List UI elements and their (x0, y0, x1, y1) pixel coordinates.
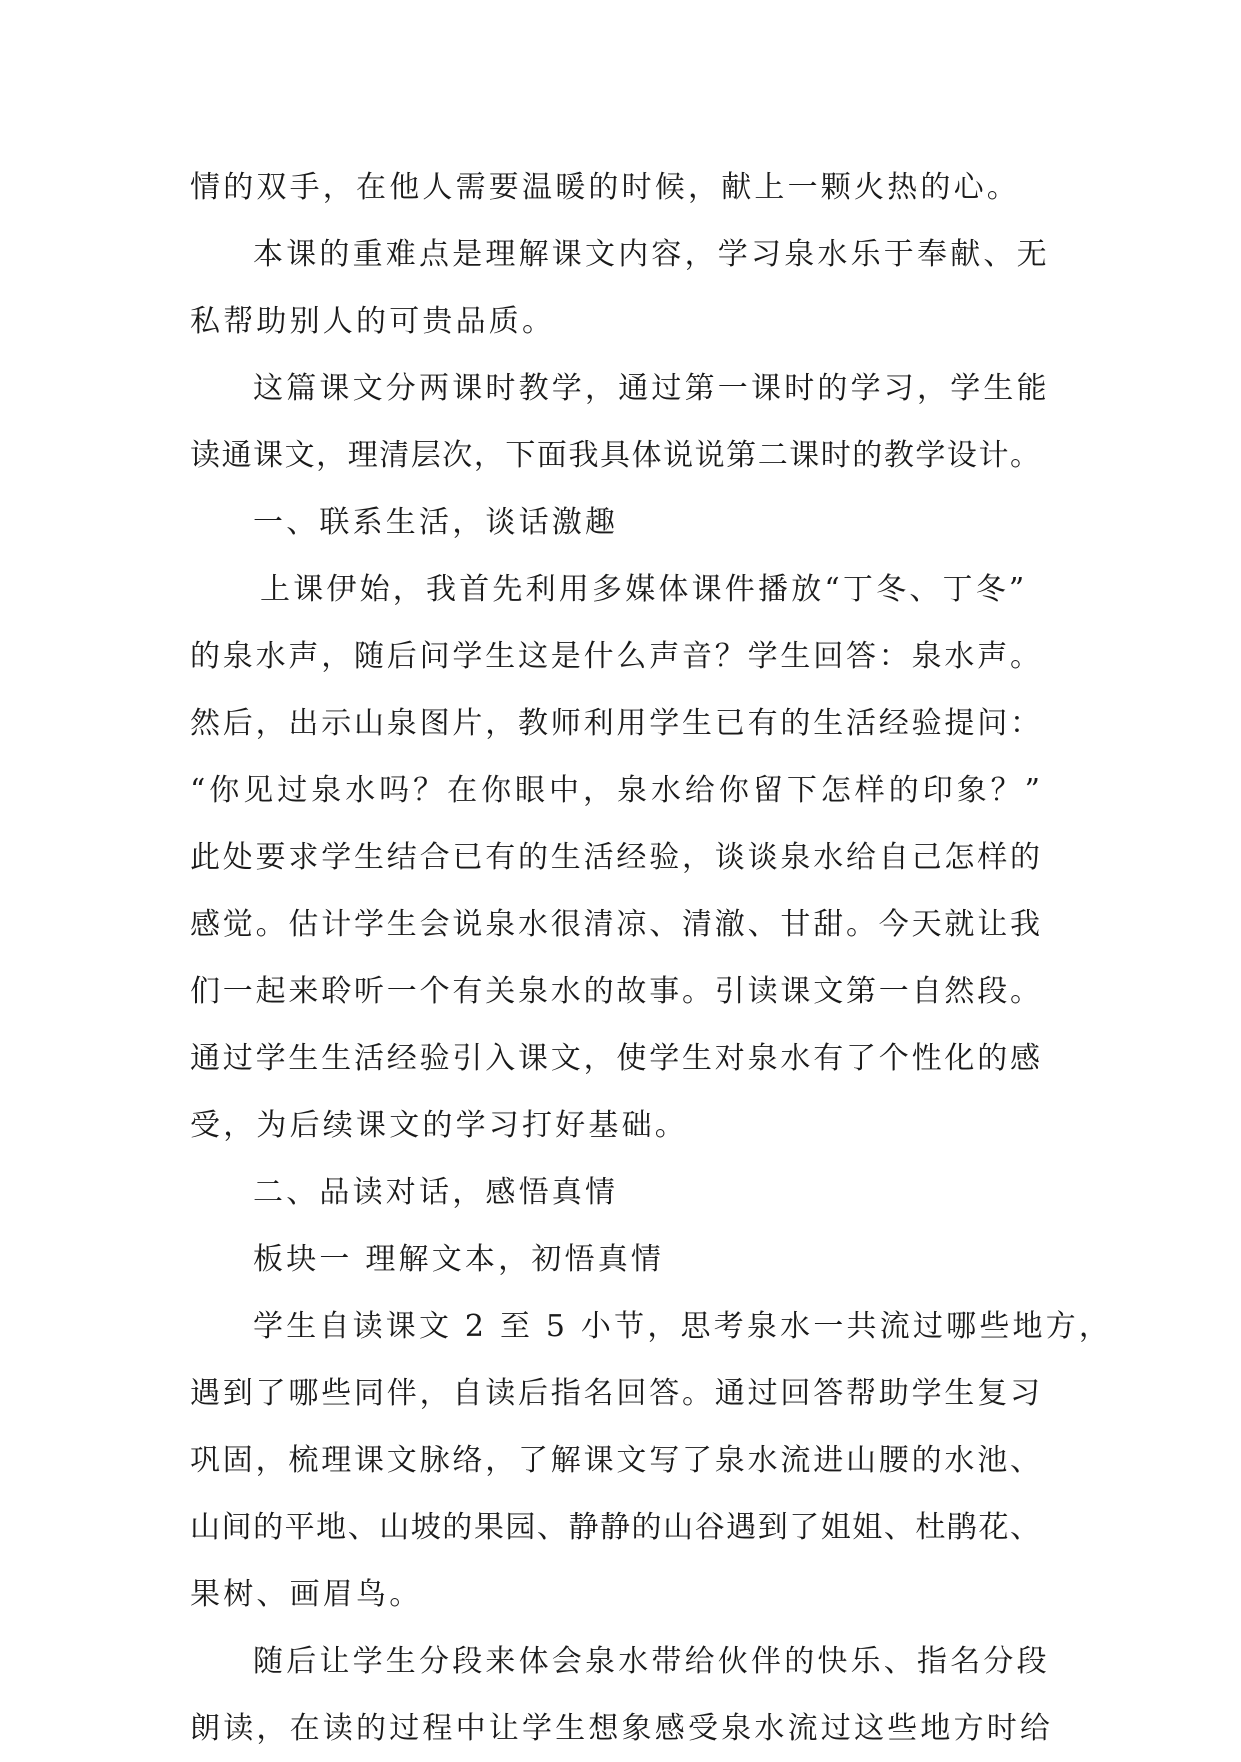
body-text (190, 154, 1113, 1762)
text-line: 随后让学生分段来体会泉水带给伙伴的快乐、指名分段 (253, 1644, 1050, 1679)
text-line: 遇到了哪些同伴，自读后指名回答。通过回答帮助学生复习 (190, 1376, 1040, 1411)
section-heading: 一、联系生活，谈话激趣 (253, 505, 619, 540)
text-line: 果树、画眉鸟。 (190, 1577, 423, 1612)
text-line: 的泉水声，随后问学生这是什么声音？学生回答：泉水声。 (190, 639, 1040, 674)
text-line: 本课的重难点是理解课文内容，学习泉水乐于奉献、无 (253, 237, 1050, 272)
text-line: 感觉。估计学生会说泉水很清凉、清澈、甘甜。今天就让我 (190, 907, 1040, 942)
text-line: 山间的平地、山坡的果园、静静的山谷遇到了姐姐、杜鹃花、 (190, 1510, 1040, 1545)
text-line: 此处要求学生结合已有的生活经验，谈谈泉水给自己怎样的 (190, 840, 1040, 875)
section-heading: 二、品读对话，感悟真情 (253, 1175, 619, 1210)
text-line: “你见过泉水吗？在你眼中，泉水给你留下怎样的印象？” (190, 773, 1040, 808)
text-line: 们一起来聆听一个有关泉水的故事。引读课文第一自然段。 (190, 974, 1040, 1009)
text-line: 受，为后续课文的学习打好基础。 (190, 1108, 688, 1143)
text-line: 上课伊始，我首先利用多媒体课件播放“丁冬、丁冬” (260, 572, 1028, 607)
text-line: 读通课文，理清层次，下面我具体说说第二课时的教学设计。 (190, 438, 1040, 473)
text-line: 朗读，在读的过程中让学生想象感受泉水流过这些地方时给 (190, 1711, 1054, 1746)
text-line: 学生自读课文 2 至 5 小节，思考泉水一共流过哪些地方， (253, 1309, 1113, 1344)
text-line: 这篇课文分两课时教学，通过第一课时的学习，学生能 (253, 371, 1050, 406)
text-line: 巩固，梳理课文脉络，了解课文写了泉水流进山腰的水池、 (190, 1443, 1040, 1478)
text-line: 情的双手，在他人需要温暖的时候，献上一颗火热的心。 (190, 170, 1020, 205)
subsection-heading: 板块一 理解文本，初悟真情 (253, 1242, 665, 1277)
text-line: 然后，出示山泉图片，教师利用学生已有的生活经验提问： (190, 706, 1040, 741)
text-line: 通过学生生活经验引入课文，使学生对泉水有了个性化的感 (190, 1041, 1040, 1076)
text-line: 私帮助别人的可贵品质。 (190, 304, 556, 339)
